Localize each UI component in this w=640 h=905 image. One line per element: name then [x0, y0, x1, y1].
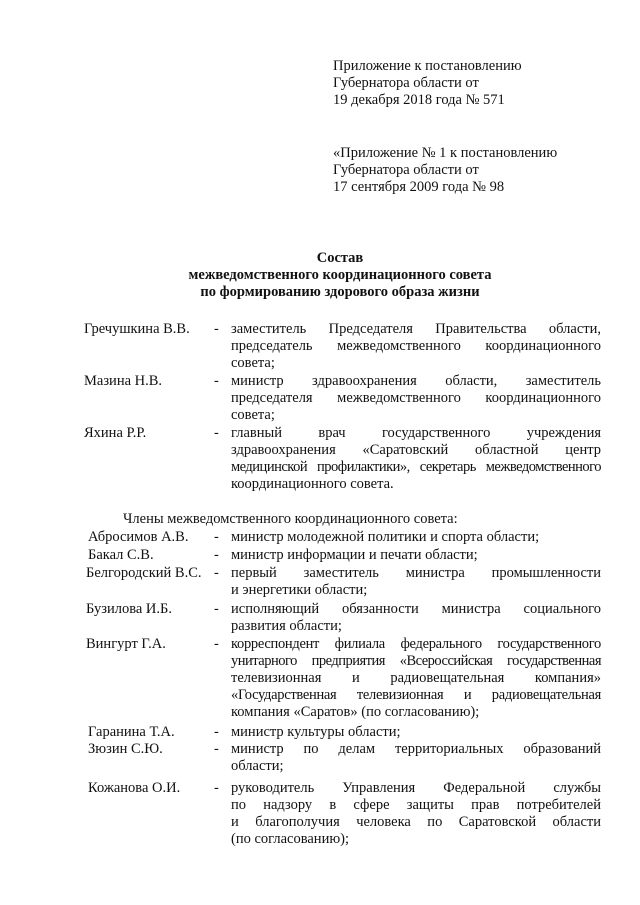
- position-line: главный врач государственного учреждения: [231, 425, 601, 441]
- dash-separator: -: [214, 321, 219, 337]
- member-name: Кожанова О.И.: [88, 780, 181, 796]
- dash-separator: -: [214, 636, 219, 652]
- dash-separator: -: [214, 373, 219, 389]
- position-line: области;: [231, 758, 284, 774]
- position-line: министр здравоохранения области, заместитель: [231, 373, 601, 389]
- position-line: руководитель Управления Федеральной службы: [231, 780, 601, 796]
- member-position: [231, 373, 601, 424]
- position-line: и благополучия человека по Саратовской области: [231, 814, 601, 830]
- member-name: Вингурт Г.А.: [86, 636, 166, 652]
- member-position: [231, 547, 601, 564]
- appendix-header-line: «Приложение № 1 к постановлению: [333, 145, 558, 161]
- position-line: первый заместитель министра промышленности: [231, 565, 601, 581]
- member-name: Белгородский В.С.: [86, 565, 202, 581]
- position-line: здравоохранения «Саратовский областной центр: [231, 442, 601, 458]
- member-name: Зюзин С.Ю.: [88, 741, 163, 757]
- position-line: и энергетики области;: [231, 582, 368, 598]
- member-position: [231, 724, 601, 741]
- member-position: [231, 565, 601, 599]
- position-line: совета;: [231, 355, 275, 371]
- member-position: [231, 780, 601, 848]
- title-line: по формированию здорового образа жизни: [200, 284, 480, 300]
- member-position: [231, 529, 601, 546]
- document-title: [0, 250, 640, 301]
- position-line: исполняющий обязанности министра социального: [231, 601, 601, 617]
- dash-separator: -: [214, 529, 219, 545]
- dash-separator: -: [214, 565, 219, 581]
- dash-separator: -: [214, 780, 219, 796]
- member-position: [231, 636, 601, 721]
- dash-separator: -: [214, 425, 219, 441]
- member-position: [231, 321, 601, 372]
- members-heading: Члены межведомственного координационного совета:: [123, 511, 458, 527]
- position-line: министр молодежной политики и спорта области;: [231, 529, 540, 545]
- dash-separator: -: [214, 547, 219, 563]
- position-line: по надзору в сфере защиты прав потребителей: [231, 797, 601, 813]
- title-line: межведомственного координационного совета: [188, 267, 492, 283]
- position-line: развития области;: [231, 618, 342, 634]
- title-line: Состав: [316, 250, 364, 266]
- position-line: заместитель Председателя Правительства области,: [231, 321, 601, 337]
- member-name: Яхина Р.Р.: [84, 425, 147, 441]
- approval-header: [333, 58, 522, 109]
- dash-separator: -: [214, 724, 219, 740]
- position-line: министр информации и печати области;: [231, 547, 478, 563]
- position-line: телевизионная и радиовещательная компания»: [231, 670, 601, 686]
- member-name: Бакал С.В.: [88, 547, 154, 563]
- dash-separator: -: [214, 601, 219, 617]
- position-line: координационного совета.: [231, 476, 394, 492]
- original-appendix-header: [333, 145, 557, 196]
- member-name: Мазина Н.В.: [84, 373, 163, 389]
- position-line: министр по делам территориальных образований: [231, 741, 601, 757]
- approval-header-line: Губернатора области от: [333, 75, 479, 91]
- approval-header-line: 19 декабря 2018 года № 571: [333, 92, 505, 108]
- position-line: совета;: [231, 407, 275, 423]
- approval-header-line: Приложение к постановлению: [333, 58, 522, 74]
- member-name: Бузилова И.Б.: [86, 601, 172, 617]
- appendix-header-line: 17 сентября 2009 года № 98: [333, 179, 505, 195]
- member-name: Гречушкина В.В.: [84, 321, 190, 337]
- position-line: «Государственная телевизионная и радиовещательная: [231, 687, 601, 703]
- member-name: Абросимов А.В.: [88, 529, 189, 545]
- member-position: [231, 425, 601, 493]
- position-line: председатель межведомственного координационного: [231, 338, 601, 354]
- member-position: [231, 741, 601, 775]
- position-line: медицинской профилактики», секретарь межведомственного: [231, 459, 601, 475]
- member-name: Гаранина Т.А.: [88, 724, 175, 740]
- member-position: [231, 601, 601, 635]
- position-line: (по согласованию);: [231, 831, 350, 847]
- position-line: корреспондент филиала федерального государственного: [231, 636, 601, 652]
- position-line: компания «Саратов» (по согласованию);: [231, 704, 480, 720]
- appendix-header-line: Губернатора области от: [333, 162, 479, 178]
- dash-separator: -: [214, 741, 219, 757]
- position-line: министр культуры области;: [231, 724, 401, 740]
- position-line: председателя межведомственного координационного: [231, 390, 601, 406]
- position-line: унитарного предприятия «Всероссийская государственная: [231, 653, 601, 669]
